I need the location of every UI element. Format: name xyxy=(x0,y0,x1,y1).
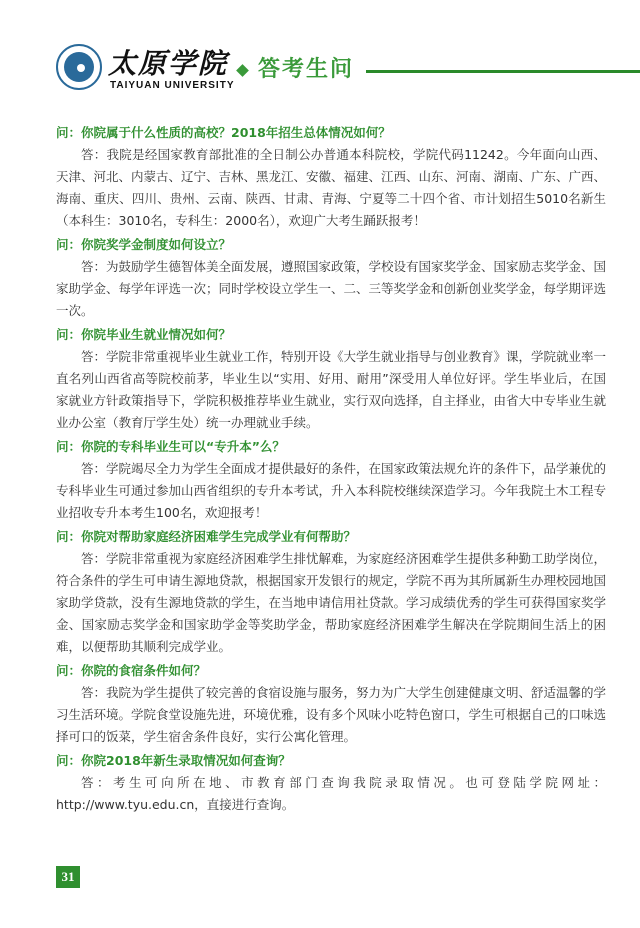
question: 问：你院2018年新生录取情况如何查询？ xyxy=(56,753,291,768)
school-name-cn: 太原学院 xyxy=(108,47,229,80)
university-logo-icon xyxy=(56,44,102,90)
answer: 答：我院是经国家教育部批准的全日制公办普通本科院校，学院代码11242。今年面向山西、天津、河北、内蒙古、辽宁、吉林、黑龙江、安徽、福建、江西、山东、河南、湖南、广东、广西、海南、重庆、四川、贵州、云南、陕西、甘肃、青海、宁夏等二十四个省、市计划招生5010名新生（本科生：3010名，专科生：2000名），欢迎广大考生踊跃报考！ xyxy=(56,147,607,228)
page-header xyxy=(0,30,640,110)
qa-content xyxy=(56,122,606,818)
question: 问：你院对帮助家庭经济困难学生完成学业有何帮助？ xyxy=(56,529,357,544)
qa-item xyxy=(56,324,606,434)
answer: 答：学院竭尽全力为学生全面成才提供最好的条件，在国家政策法规允许的条件下，品学兼优的专科毕业生可通过参加山西省组织的专升本考试，升入本科院校继续深造学习。今年我院土木工程专业招收专升本考生100名，欢迎报考！ xyxy=(56,461,607,520)
qa-item xyxy=(56,436,606,524)
answer: 答：考生可向所在地、市教育部门查询我院录取情况。也可登陆学院网址：http://www.tyu.edu.cn，直接进行查询。 xyxy=(56,775,606,812)
question: 问：你院奖学金制度如何设立？ xyxy=(56,237,232,252)
diamond-bullet-icon xyxy=(236,64,249,77)
qa-item xyxy=(56,526,606,658)
section-title: 答考生问 xyxy=(258,57,355,82)
page-number: 31 xyxy=(56,866,80,888)
school-name-en: TAIYUAN UNIVERSITY xyxy=(110,80,235,91)
question: 问：你院属于什么性质的高校？2018年招生总体情况如何？ xyxy=(56,125,391,140)
answer: 答：为鼓励学生德智体美全面发展，遵照国家政策，学校设有国家奖学金、国家励志奖学金、国家助学金、每学年评选一次；同时学校设立学生一、二、三等奖学金和创新创业奖学金，每学期评选一次。 xyxy=(56,259,607,318)
qa-item xyxy=(56,750,606,816)
question: 问：你院的食宿条件如何？ xyxy=(56,663,207,678)
answer: 答：学院非常重视毕业生就业工作，特别开设《大学生就业指导与创业教育》课，学院就业率一直名列山西省高等院校前茅，毕业生以“实用、好用、耐用”深受用人单位好评。学生毕业后，在国家就业方针政策指导下，学院积极推荐毕业生就业，实行双向选择，自主择业，由省大中专毕业生就业办公室（教育厅学生处）统一办理就业手续。 xyxy=(56,349,607,430)
qa-item xyxy=(56,122,606,232)
header-divider xyxy=(366,70,640,73)
answer: 答：学院非常重视为家庭经济困难学生排忧解难，为家庭经济困难学生提供多种勤工助学岗位，符合条件的学生可申请生源地贷款，根据国家开发银行的规定，学院不再为其所属新生办理校园地国家助学贷款，没有生源地贷款的学生，在当地申请信用社贷款。学习成绩优秀的学生可获得国家奖学金、国家励志奖学金和国家助学金等奖助学金，帮助家庭经济困难学生解决在学院期间生活上的困难，以便帮助其顺利完成学业。 xyxy=(56,551,607,654)
question: 问：你院的专科毕业生可以“专升本”么？ xyxy=(56,439,285,454)
qa-item xyxy=(56,234,606,322)
question: 问：你院毕业生就业情况如何？ xyxy=(56,327,232,342)
qa-item xyxy=(56,660,606,748)
answer: 答：我院为学生提供了较完善的食宿设施与服务，努力为广大学生创建健康文明、舒适温馨的学习生活环境。学院食堂设施先进，环境优雅，设有多个风味小吃特色窗口，学生可根据自己的口味选择可口的饭菜，学生宿舍条件良好，实行公寓化管理。 xyxy=(56,685,607,744)
